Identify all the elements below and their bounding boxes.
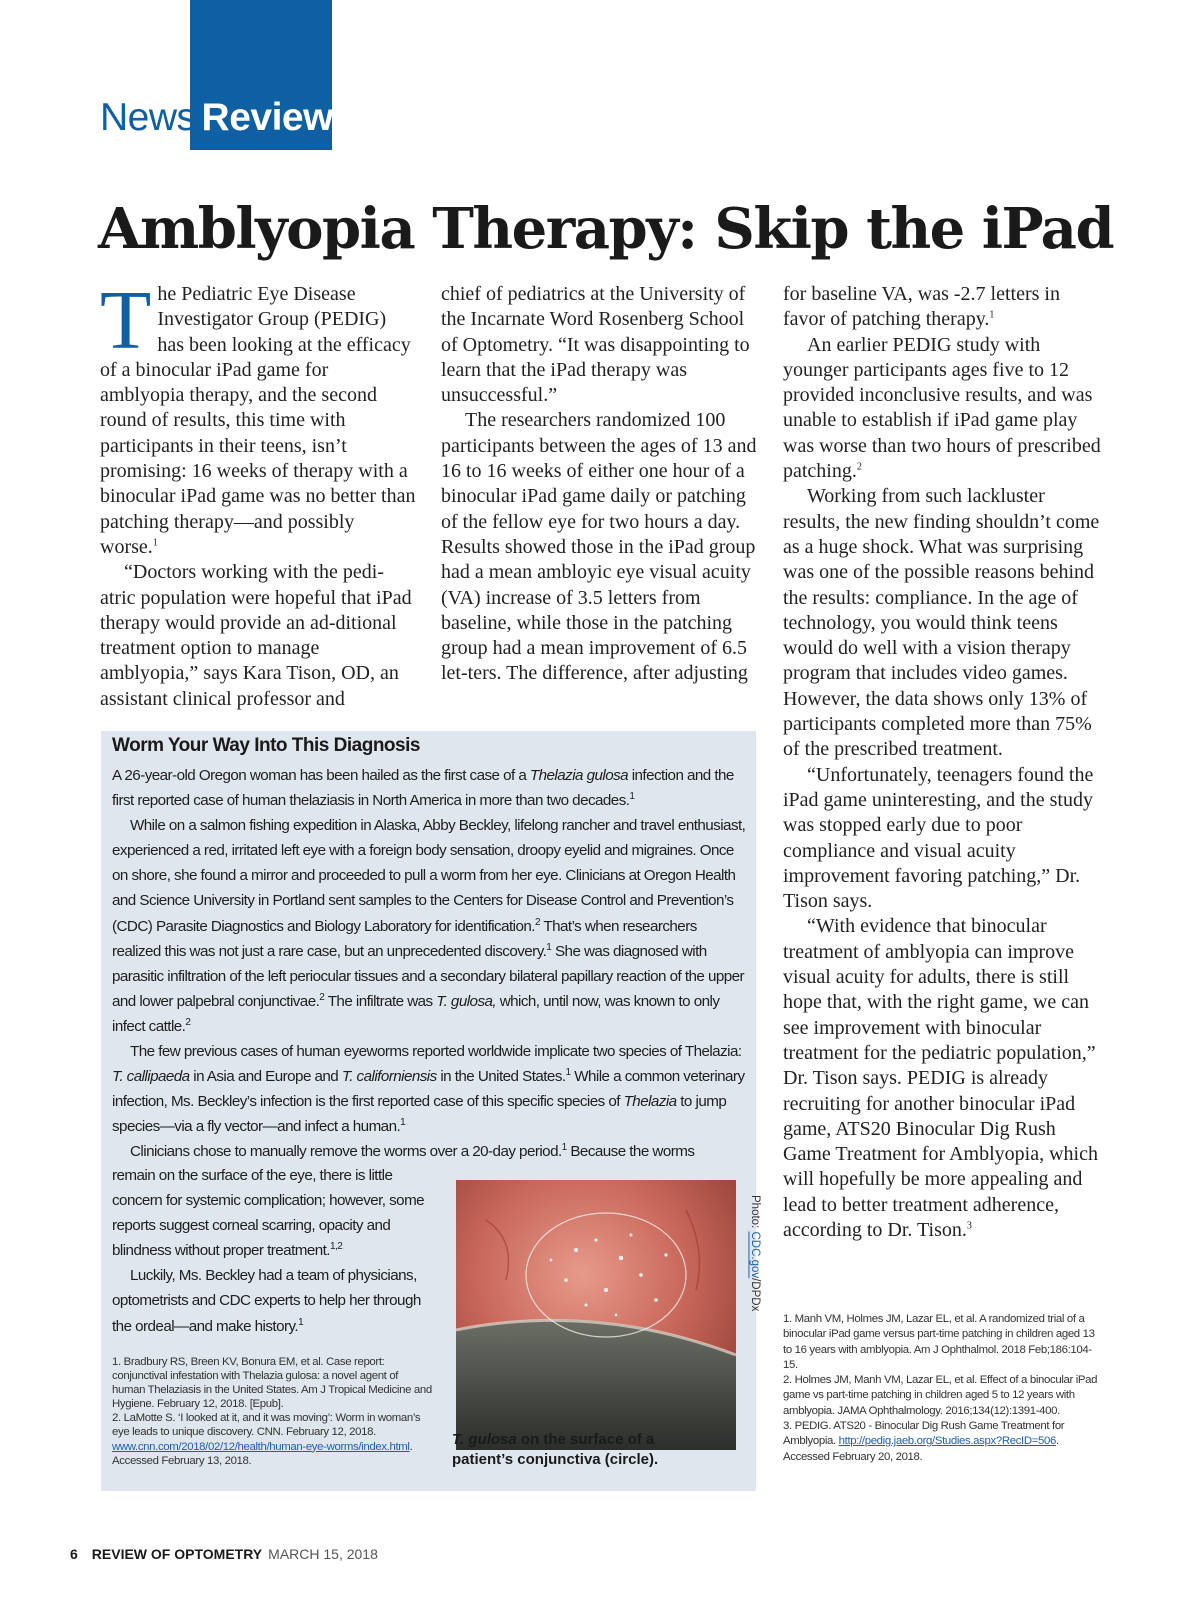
reference: 1. Manh VM, Holmes JM, Lazar EL, et al. A randomized trial of a binocular iPad game versus part-time patching in children aged 13 to 16 years with amblyopia. Am J Ophthalmol. 2018 Feb;186:104-15.: [783, 1313, 1095, 1371]
conjunctiva-photo: [456, 1180, 736, 1450]
article-references: [783, 1312, 1103, 1465]
reference: 3. PEDIG. ATS20 - Binocular Dig Rush Game Treatment for Amblyopia. http://pedig.jaeb.org/Studies.aspx?RecID=506. Accessed February 20, 2018.: [783, 1420, 1065, 1463]
reference: 2. Holmes JM, Manh VM, Lazar EL, et al. Effect of a binocular iPad game vs part-time patching in children aged 5 to 12 years with amblyopia. JAMA Ophthalmology. 2016;134(12):1391-400.: [783, 1374, 1098, 1417]
sidebar-paragraph: A 26-year-old Oregon woman has been hailed as the first case of a Thelazia gulosa infection and the first reported case of human thelaziasis in North America in more than two decades.$^1$: [112, 767, 734, 810]
publication-name: REVIEW OF OPTOMETRY: [91, 1546, 263, 1562]
drop-cap: T: [100, 274, 152, 367]
sidebar-paragraph: The few previous cases of human eyeworms reported worldwide implicate two species of Thelazia: T. callipaeda in Asia and Europe and T. californiensis in the United States.$^1$ While a common veterinary infection, Ms. Beckley’s infection is the first reported case of this specific species of Thelazia to jump species—via a fly vector—and infect a human.$^1$: [112, 1043, 745, 1136]
article-paragraph: “Unfortunately, teenagers found the iPad game uninteresting, and the study was stopped early due to poor compliance and visual acuity improvement favoring patching,” Dr. Tison says.: [783, 763, 1094, 913]
sidebar-text: [112, 763, 746, 1165]
headline: Amblyopia Therapy: Skip the iPad: [98, 196, 1114, 262]
sidebar-reference: 2. LaMotte S. ‘I looked at it, and it was moving’: Worm in woman’s eye leads to unique discovery. CNN. February 12, 2018. www.cnn.com/2018/02/12/health/human-eye-worms/index.html. Accessed February 13, 2018.: [112, 1412, 421, 1467]
sidebar-reference: 1. Bradbury RS, Breen KV, Bonura EM, et al. Case report: conjunctival infestation with Thelazia gulosa: a novel agent of human Thelaziasis in the United States. Am J Tropical Medicine and Hygiene. February 12, 2018. [Epub].: [112, 1356, 432, 1411]
pedig-link[interactable]: http://pedig.jaeb.org/Studies.aspx?RecID=506: [838, 1435, 1056, 1448]
sidebar-paragraph: Clinicians chose to manually remove the worms over a 20-day period.$^1$ Because the worms: [130, 1142, 695, 1161]
sidebar-references: [112, 1355, 432, 1468]
sidebar-paragraph: While on a salmon fishing expedition in Alaska, Abby Beckley, lifelong rancher and travel enthusiast, experienced a red, irritated left eye with a foreign body sensation, droopy eyelid and migraines. Once on shore, she found a mirror and proceeded to pull a worm from her eye. Clinicians at Oregon Health and Science University in Portland sent samples to the Centers for Disease Control and Prevention’s (CDC) Parasite Diagnostics and Biology Laboratory for identification.$^2$ That’s when researchers realized this was not just a rare case, but an unprecedented discovery.$^1$ She was diagnosed with parasitic infiltration of the left periocular tissues and a secondary bilateral papillary reaction of the upper and lower palpebral conjunctivae.$^2$ The infiltrate was T. gulosa, which, until now, was known to only infect cattle.$^2$: [112, 817, 746, 1035]
article-paragraph: “With evidence that binocular treatment of amblyopia can improve visual acuity for adults, there is still hope that, with the right game, we can see improvement with binocular treatment for the pediatric population,” Dr. Tison says. PEDIG is already recruiting for another binocular iPad game, ATS20 Binocular Dig Rush Game Treatment for Amblyopia, which will hopefully be more appealing and lead to better treatment adherence, according to Dr. Tison.$^3$: [783, 915, 1098, 1241]
sidebar-paragraph: Luckily, Ms. Beckley had a team of physicians, optometrists and CDC experts to help her through the ordeal—and make history.$^1$: [112, 1267, 421, 1335]
page-number: 6: [70, 1546, 78, 1562]
article-paragraph: An earlier PEDIG study with younger participants ages five to 12 provided inconclusive results, and was unable to establish if iPad game play was worse than two hours of prescribed patching.$^2$: [783, 333, 1101, 483]
sidebar-title: Worm Your Way Into This Diagnosis: [112, 735, 420, 756]
sidebar-text-wrap: [112, 1163, 434, 1339]
article-paragraph: Working from such lackluster results, the new finding shouldn’t come as a huge shock. What was surprising was one of the possible reasons behind the results: compliance. In the age of technology, you would think teens would do well with a vision therapy program that includes video games. However, the data shows only 13% of participants completed more than 75% of the prescribed treatment.: [783, 485, 1100, 761]
issue-date: MARCH 15, 2018: [268, 1546, 378, 1562]
article-paragraph: The researchers randomized 100 participants between the ages of 13 and 16 to 16 weeks of either one hour of a binocular iPad game daily or patching of the fellow eye for two hours a day. Results showed those in the iPad group had a mean ambloyic eye visual acuity (VA) increase of 3.5 letters from baseline, while those in the patching group had a mean improvement of 6.5 let-ters. The difference, after adjusting: [441, 409, 757, 685]
article-column-1: [100, 274, 416, 712]
section-label: [100, 98, 333, 137]
photo-credit: Photo: CDC.gov/DPDx: [749, 1195, 761, 1312]
section-review: Review: [201, 96, 333, 139]
photo-credit-link[interactable]: CDC.gov: [749, 1231, 761, 1279]
photo-illustration: [456, 1180, 736, 1450]
article-paragraph: for baseline VA, was -2.7 letters in favor of patching therapy.$^1$: [783, 283, 1060, 331]
article-column-3: [783, 282, 1103, 1243]
cnn-link[interactable]: www.cnn.com/2018/02/12/health/human-eye-worms/index.html: [112, 1440, 410, 1453]
article-paragraph: “Doctors working with the pedi-atric population were hopeful that iPad therapy would provide an ad-ditional treatment option to manage amblyopia,” says Kara Tison, OD, an assistant clinical professor and: [100, 561, 412, 710]
page-footer: [70, 1546, 378, 1562]
article-paragraph: chief of pediatrics at the University of the Incarnate Word Rosenberg School of Optometry. “It was disappointing to learn that the iPad therapy was unsuccessful.”: [441, 283, 750, 407]
article-column-2: [441, 282, 757, 687]
section-news: News: [100, 96, 196, 139]
sidebar-paragraph: remain on the surface of the eye, there is little concern for systemic complication; however, some reports suggest corneal scarring, opacity and blindness without proper treatment.$^{1,2}$: [112, 1167, 425, 1260]
article-paragraph: The Pediatric Eye Disease Investigator Group (PEDIG) has been looking at the efficacy of a binocular iPad game for amblyopia therapy, and the second round of results, this time with participants in their teens, isn’t promising: 16 weeks of therapy with a binocular iPad game was no better than patching therapy—and possibly worse.$^1$: [100, 274, 416, 558]
photo-caption: T. gulosa on the surface of a patient’s conjunctiva (circle).: [452, 1431, 659, 1468]
